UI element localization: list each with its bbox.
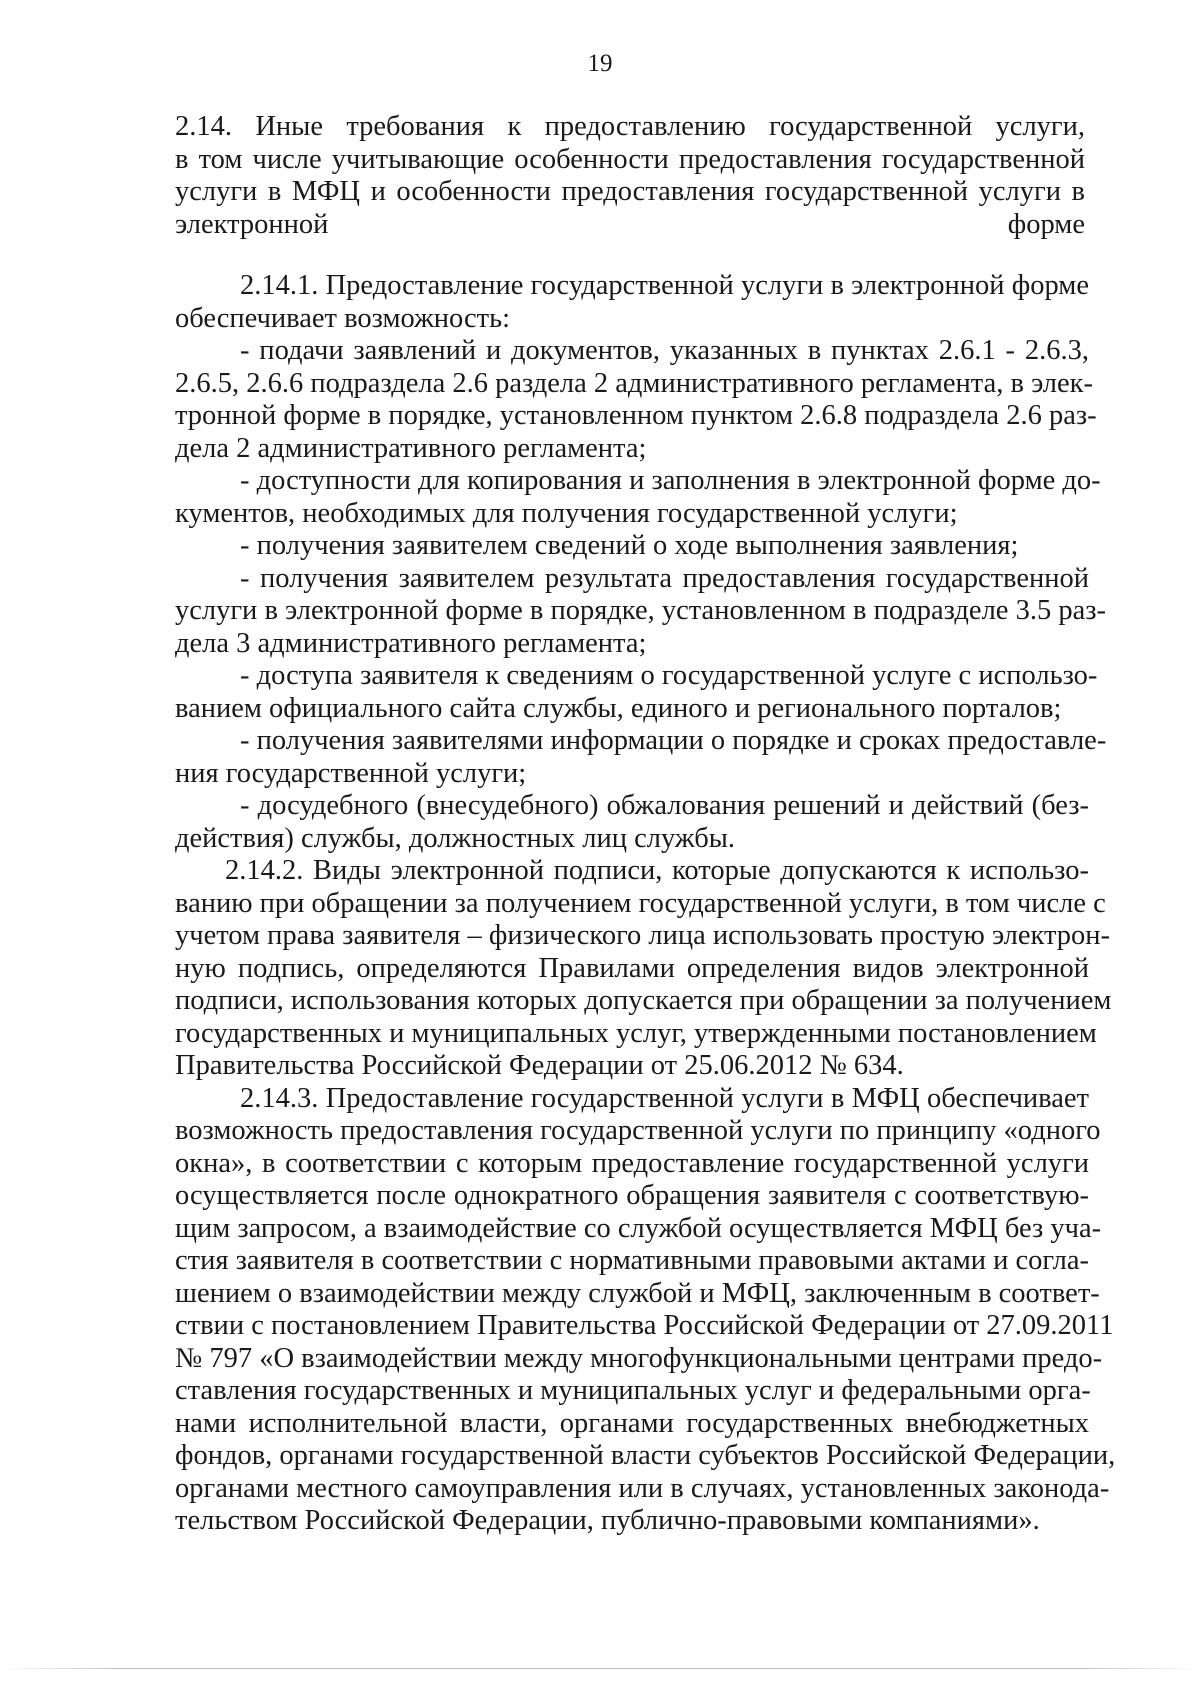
body-line: - досудебного (внесудебного) обжалования решений и действий (без- — [240, 790, 1089, 821]
body-line: щим запросом, а взаимодействие со службой осуществляется МФЦ без уча- — [175, 1212, 1102, 1244]
body-line: органами местного самоуправления или в случаях, установленных законода- — [175, 1472, 1110, 1504]
body-line: - доступа заявителя к сведениям о государственной услуге с использо- — [240, 660, 1098, 691]
section-title-line: услуги в МФЦ и особенности предоставления государственной услуги в — [175, 176, 1085, 207]
body-line: окна», в соответствии с которым предоставление государственной услуги — [175, 1147, 1089, 1179]
body-line: - получения заявителем сведений о ходе выполнения заявления; — [240, 530, 1019, 561]
body-line: возможность предоставления государственной услуги по принципу «одного — [175, 1115, 1101, 1146]
body-line: - подачи заявлений и документов, указанных в пунктах 2.6.1 - 2.6.3, — [240, 335, 1089, 366]
body-line: нами исполнительной власти, органами государственных внебюджетных — [175, 1407, 1089, 1439]
body-line: - получения заявителями информации о порядке и сроках предоставле- — [240, 725, 1107, 756]
body-line: шением о взаимодействии между службой и МФЦ, заключенным в соответ- — [175, 1277, 1100, 1309]
body-line: ния государственной услуги; — [175, 757, 527, 789]
section-title-line: электронной форме — [175, 208, 1085, 240]
body-line: осуществляется после однократного обращения заявителя с соответствую- — [175, 1180, 1089, 1211]
body-line: ствии с постановлением Правительства Российской Федерации от 27.09.2011 — [175, 1310, 1114, 1341]
section-body — [175, 270, 1116, 1538]
scan-edge-divider — [0, 1668, 1200, 1669]
body-line: 2.6.5, 2.6.6 подраздела 2.6 раздела 2 административного регламента, в элек- — [175, 367, 1093, 399]
body-line: Правительства Российской Федерации от 25.06.2012 № 634. — [175, 1050, 904, 1081]
body-line: дела 3 административного регламента; — [175, 627, 647, 659]
section-title-line: в том числе учитывающие особенности предоставления государственной — [175, 143, 1085, 175]
body-line: услуги в электронной форме в порядке, установленном в подразделе 3.5 раз- — [175, 595, 1106, 626]
body-line: - доступности для копирования и заполнения в электронной форме до- — [240, 465, 1101, 496]
body-line: ванием официального сайта службы, единого и регионального порталов; — [175, 692, 1062, 724]
body-line: кументов, необходимых для получения государственной услуги; — [175, 497, 958, 529]
body-line: ставления государственных и муниципальных услуг и федеральными орга- — [175, 1375, 1091, 1406]
section-title — [175, 112, 1085, 242]
body-line: 2.14.3. Предоставление государственной услуги в МФЦ обеспечивает — [240, 1082, 1089, 1114]
body-line: ванию при обращении за получением государственной услуги, в том числе с — [175, 887, 1106, 919]
body-line: стия заявителя в соответствии с нормативными правовыми актами и согла- — [175, 1245, 1089, 1276]
body-line: ную подпись, определяются Правилами определения видов электронной — [175, 952, 1089, 984]
body-line: дела 2 административного регламента; — [175, 432, 647, 464]
section-title-line: 2.14. Иные требования к предоставлению государственной услуги, — [175, 111, 1085, 142]
body-line: тронной форме в порядке, установленном пунктом 2.6.8 подраздела 2.6 раз- — [175, 400, 1097, 431]
body-line: подписи, использования которых допускается при обращении за получением — [175, 985, 1112, 1016]
body-line: 2.14.2. Виды электронной подписи, которые допускаются к использо- — [225, 855, 1089, 886]
body-line: действия) службы, должностных лиц службы. — [175, 822, 735, 854]
body-line: обеспечивает возможность: — [175, 302, 510, 334]
body-line: государственных и муниципальных услуг, утвержденными постановлением — [175, 1017, 1097, 1049]
body-line: - получения заявителем результата предоставления государственной — [240, 562, 1089, 594]
page-number: 19 — [587, 50, 613, 77]
body-line: тельством Российской Федерации, публично-правовыми компаниями». — [175, 1505, 1040, 1536]
body-line: 2.14.1. Предоставление государственной услуги в электронной форме — [240, 270, 1089, 301]
body-line: фондов, органами государственной власти субъектов Российской Федерации, — [175, 1440, 1116, 1471]
body-line: учетом права заявителя – физического лица использовать простую электрон- — [175, 920, 1111, 951]
body-line: № 797 «О взаимодействии между многофункциональными центрами предо- — [175, 1342, 1103, 1374]
